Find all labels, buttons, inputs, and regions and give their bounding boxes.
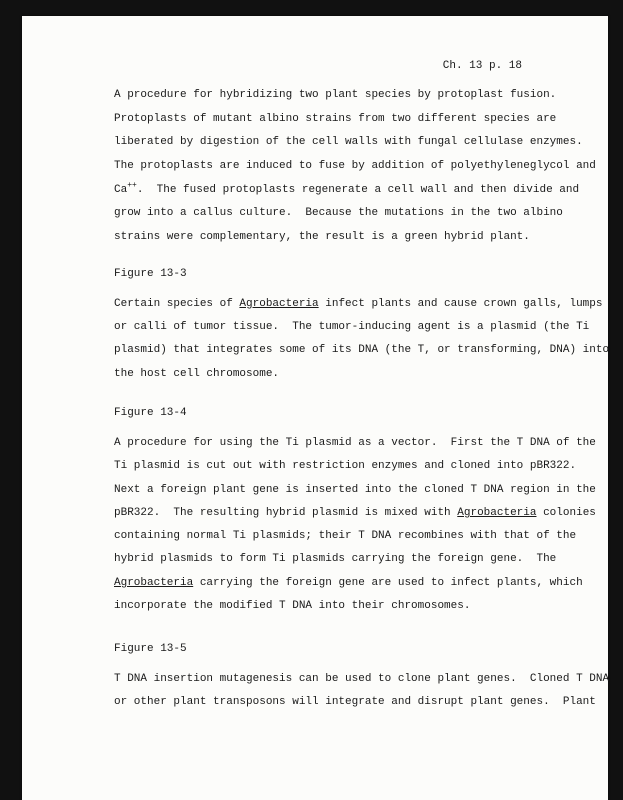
text-segment: . The fused protoplasts regenerate a cell wall and then divide and [136,183,580,196]
text-line: liberated by digestion of the cell walls with fungal cellulase enzymes. [114,136,583,149]
text-line: Ti plasmid is cut out with restriction enzymes and cloned into pBR322. [114,460,577,473]
document-page [22,16,608,800]
text-line: T DNA insertion mutagenesis can be used to clone plant genes. Cloned T DNA [114,673,610,685]
text-line: Next a foreign plant gene is inserted into the cloned T DNA region in the [114,483,596,496]
text-segment: carrying the foreign gene are used to infect plants, which [193,576,583,589]
text-line: the host cell chromosome. [114,367,280,380]
text-line: strains were complementary, the result is a green hybrid plant. [114,231,530,244]
text-line [114,502,596,525]
text-line: plasmid) that integrates some of its DNA (the T, or transforming, DNA) into [114,344,610,357]
text-line: containing normal Ti plasmids; their T DNA recombines with that of the [114,530,577,543]
text-line: or calli of tumor tissue. The tumor-inducing agent is a plasmid (the Ti [114,321,590,334]
paragraph-protoplast-fusion [114,84,596,250]
text-segment: infect plants and cause crown galls, lumps [318,298,603,310]
text-line: Protoplasts of mutant albino strains from two different species are [114,112,557,125]
superscript: ++ [127,180,137,190]
text-line [114,179,596,203]
scan-border [0,0,623,16]
text-line: A procedure for hybridizing two plant species by protoplast fusion. [114,89,557,101]
text-line: hybrid plasmids to form Ti plasmids carrying the foreign gene. The [114,553,557,566]
underlined-term: Agrobacteria [114,576,194,589]
paragraph-figure-13-3 [114,293,609,386]
text-line: The protoplasts are induced to fuse by addition of polyethyleneglycol and [114,160,596,173]
figure-label-13-4: Figure 13-4 [114,407,187,419]
page-reference: Ch. 13 p. 18 [442,60,522,72]
text-line: grow into a callus culture. Because the mutations in the two albino [114,207,563,220]
text-segment: Certain species of [114,298,240,310]
text-line: A procedure for using the Ti plasmid as a vector. First the T DNA of the [114,437,596,449]
figure-label-13-3: Figure 13-3 [114,268,187,280]
text-segment: Ca [114,183,128,196]
underlined-term: Agrobacteria [457,506,537,519]
text-line [114,293,609,316]
paragraph-figure-13-5 [114,668,609,714]
text-segment: pBR322. The resulting hybrid plasmid is mixed with [114,506,458,519]
underlined-term: Agrobacteria [239,298,319,310]
text-line: or other plant transposons will integrate and disrupt plant genes. Plant [114,696,596,709]
text-segment: colonies [536,506,596,519]
figure-label-13-5: Figure 13-5 [114,643,187,655]
text-line [114,572,596,595]
paragraph-figure-13-4 [114,432,596,618]
text-line: incorporate the modified T DNA into their chromosomes. [114,600,471,613]
